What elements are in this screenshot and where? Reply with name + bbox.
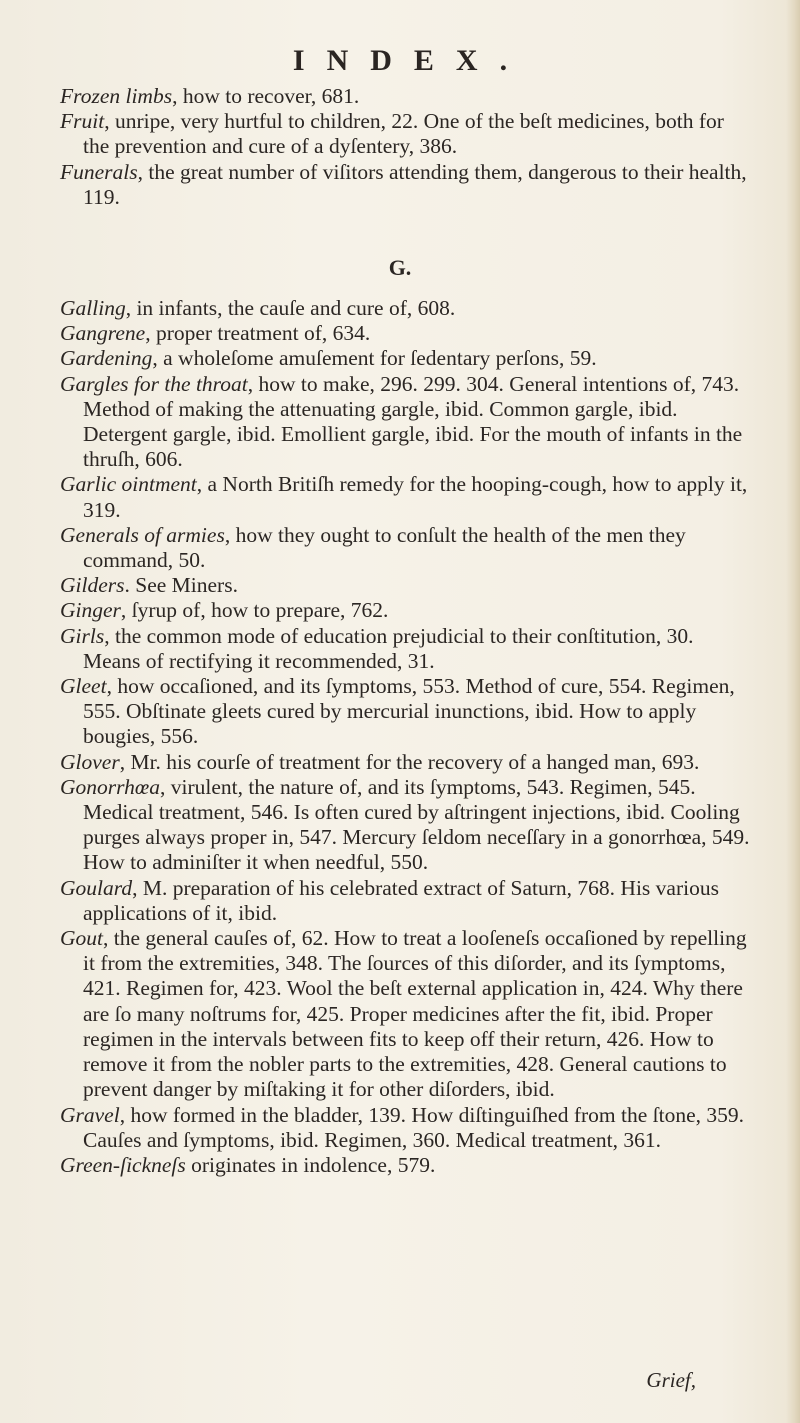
entry-text: , virulent, the nature of, and its ſymptoms, 543. Regimen, 545. Medical treatment, 546. Is often cured by aſtringent injections, ibid. Cooling purges always proper in, 547. Mercury ſeldom neceſſary in a gonorrhœa, 549. How to adminiſter it when needful, 550. <box>83 774 750 875</box>
index-entry <box>60 624 750 674</box>
index-entry <box>60 84 750 109</box>
index-entry <box>60 1103 750 1153</box>
entry-text: , how they ought to conſult the health of the men they command, 50. <box>83 522 686 573</box>
page-title: INDEX. <box>292 44 530 77</box>
entry-term: Girls <box>60 623 105 648</box>
entry-term: Gardening <box>60 346 153 371</box>
index-entry <box>60 372 750 473</box>
entry-term: Gleet <box>60 674 107 699</box>
entry-text: , how to make, 296. 299. 304. General intentions of, 743. Method of making the attenuating gargle, ibid. Common gargle, ibid. Detergent gargle, ibid. Emollient gargle, ibid. For the mouth of infants in the thruſh, 606. <box>83 371 743 472</box>
entry-term: Gravel <box>60 1102 120 1127</box>
entry-term: Frozen limbs <box>60 84 173 108</box>
entry-text: originates in indolence, 579. <box>185 1152 436 1177</box>
entry-text: , a North Britiſh remedy for the hooping-cough, how to apply it, 319. <box>83 472 748 522</box>
section-letter: G. <box>388 255 412 280</box>
entry-term: Gonorrhœa <box>60 774 160 799</box>
index-entry <box>60 926 750 1102</box>
index-entry <box>60 296 750 321</box>
entry-text: , how to recover, 681. <box>172 84 360 108</box>
index-entry <box>60 1153 750 1178</box>
entry-text: , ſyrup of, how to prepare, 762. <box>120 598 389 623</box>
entry-text: , how occaſioned, and its ſymptoms, 553. Method of cure, 554. Regimen, 555. Obſtinate gleets cured by mercurial inunctions, ibid. How to apply bougies, 556. <box>83 674 735 749</box>
entry-text: , a wholeſome amuſement for ſedentary perſons, 59. <box>152 346 597 371</box>
entry-term: Gout <box>60 926 103 951</box>
index-entry <box>60 598 750 623</box>
page-edge <box>786 0 800 1423</box>
index-entry <box>60 346 750 371</box>
entry-text: , in infants, the cauſe and cure of, 608. <box>125 296 456 320</box>
entry-text: , M. preparation of his celebrated extract of Saturn, 768. His various applications of it, ibid. <box>83 875 719 925</box>
entry-text: , the common mode of education prejudicial to their conſtitution, 30. Means of rectifying it recommended, 31. <box>83 623 694 673</box>
catchword: Grief, <box>646 1368 696 1392</box>
index-entry <box>60 472 750 522</box>
entry-term: Gargles for the throat <box>60 371 248 396</box>
entry-text: , proper treatment of, 634. <box>145 321 371 346</box>
entry-term: Fruit <box>60 109 105 134</box>
entry-text: , unripe, very hurtful to children, 22. One of the beſt medicines, both for the prevention and cure of a dyſentery, 386. <box>83 109 724 159</box>
index-entry <box>60 321 750 346</box>
index-entry <box>60 876 750 926</box>
entry-text: . See Miners. <box>124 573 238 598</box>
entry-term: Generals of armies <box>60 522 225 547</box>
index-entry <box>60 674 750 750</box>
index-entry <box>60 160 750 210</box>
entry-term: Gilders <box>60 573 125 598</box>
entry-text: , the general cauſes of, 62. How to treat a looſeneſs occaſioned by repelling it from the extremities, 348. The ſources of this diſorder, and its ſymptoms, 421. Regimen for, 423. Wool the beſt external application in, 424. Why there are ſo many noſtrums for, 425. Proper medicines after the fit, ibid. Proper regimen in the intervals between fits to keep off their return, 426. How to remove it from the nobler parts to the extremities, 428. General cautions to prevent danger by miſtaking it for other diſorders, ibid. <box>83 926 747 1102</box>
entries-f <box>60 84 750 210</box>
entry-text: , Mr. his courſe of treatment for the recovery of a hanged man, 693. <box>119 749 700 774</box>
entry-term: Glover <box>60 749 120 774</box>
index-entry <box>60 523 750 573</box>
entry-term: Funerals <box>60 159 138 184</box>
entries-g <box>60 296 750 1178</box>
entry-term: Ginger <box>60 598 121 623</box>
entry-text: , how formed in the bladder, 139. How diſtinguiſhed from the ſtone, 359. Cauſes and ſymptoms, ibid. Regimen, 360. Medical treatment, 361. <box>83 1102 745 1152</box>
entry-term: Green-ſickneſs <box>60 1152 186 1177</box>
entry-term: Galling <box>60 296 126 320</box>
index-entry <box>60 775 750 876</box>
entry-text: , the great number of viſitors attending them, dangerous to their health, 119. <box>83 159 747 209</box>
index-entry <box>60 109 750 159</box>
index-entry <box>60 573 750 598</box>
index-entry <box>60 750 750 775</box>
entry-term: Goulard <box>60 875 133 900</box>
entry-term: Gangrene <box>60 321 146 346</box>
entry-term: Garlic ointment <box>60 472 197 497</box>
